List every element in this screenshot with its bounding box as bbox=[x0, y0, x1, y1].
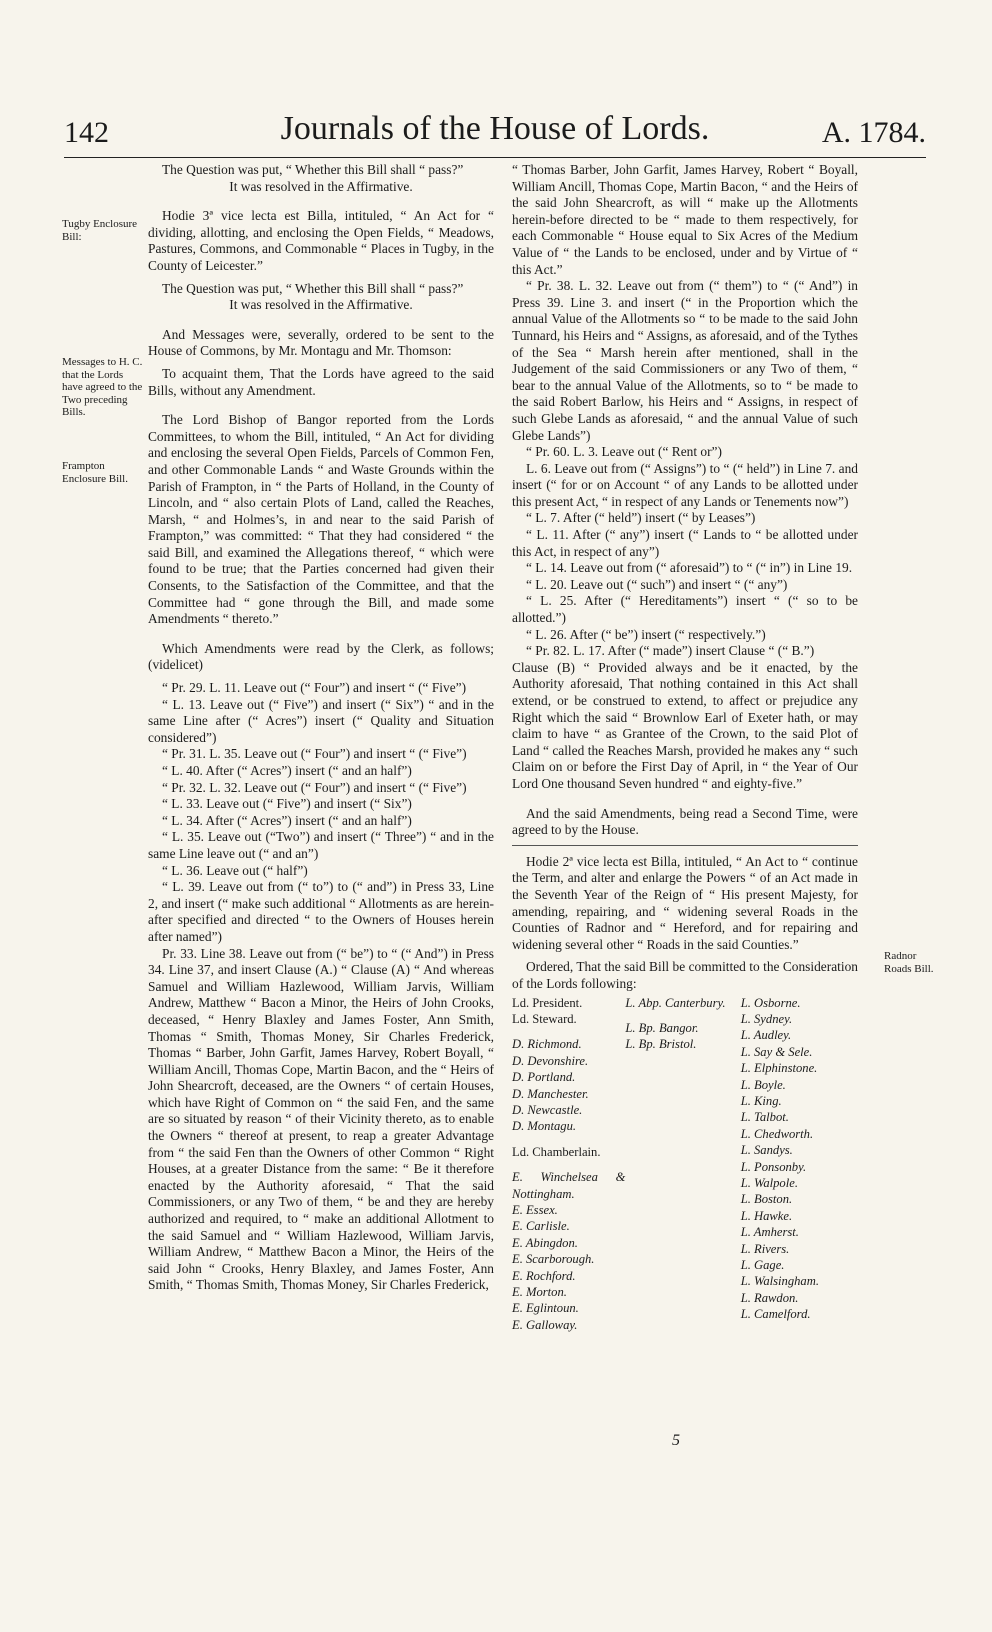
page-year: A. 1784. bbox=[821, 116, 926, 149]
lord-name: L. Boston. bbox=[740, 1192, 793, 1207]
amendment: “ Pr. 32. L. 32. Leave out (“ Four”) and insert “ (“ Five”) bbox=[162, 779, 467, 795]
paragraph: And Messages were, severally, ordered to be sent to the House of Commons, by Mr. Montagu and Mr. Thomson: bbox=[148, 326, 494, 359]
lord-name: L. Walsingham. bbox=[740, 1274, 819, 1289]
amendment: “ L. 40. After (“ Acres”) insert (“ and an half”) bbox=[162, 763, 412, 778]
lord-name: E. Abingdon. bbox=[512, 1235, 578, 1250]
lord-name: L. Sandys. bbox=[740, 1143, 793, 1158]
lord-name: E. Morton. bbox=[512, 1285, 567, 1299]
amendment: “ L. 14. Leave out from (“ aforesaid”) to “ (“ in”) in Line 19. bbox=[526, 560, 853, 576]
amendment: “ L. 25. After (“ Hereditaments”) insert “ (“ so to be allotted.”) bbox=[512, 593, 858, 626]
amendment: “ Pr. 31. L. 35. Leave out (“ Four”) and insert “ (“ Five”) bbox=[162, 746, 467, 762]
lord-name: Ld. President. bbox=[512, 995, 583, 1010]
paragraph: Which Amendments were read by the Clerk, as follows; (videlicet) bbox=[148, 640, 494, 673]
lords-column-3 bbox=[741, 995, 858, 1334]
margin-note-frampton: Frampton Enclosure Bill. bbox=[62, 460, 128, 485]
amendment: “ L. 13. Leave out (“ Five”) and insert (“ Six”) “ and in the same Line after (“ Acres”) insert (“ Quality and Situation considered”) bbox=[148, 696, 494, 745]
lord-name: L. Ponsonby. bbox=[740, 1159, 807, 1174]
page-number: 142 bbox=[64, 116, 109, 149]
lord-name: L. Bp. Bristol. bbox=[625, 1037, 697, 1052]
lord-name: E. Scarborough. bbox=[512, 1252, 595, 1267]
paragraph: And the said Amendments, being read a Second Time, were agreed to by the House. bbox=[512, 805, 858, 838]
amendment: “ L. 36. Leave out (“ half”) bbox=[162, 862, 308, 878]
lord-name: L. Amherst. bbox=[740, 1225, 799, 1240]
lord-name: D. Richmond. bbox=[512, 1037, 582, 1052]
margin-note-messages: Messages to H. C. that the Lords have agreed to the Two preceding Bills. bbox=[62, 356, 143, 419]
lord-name: L. Gage. bbox=[740, 1258, 785, 1272]
paragraph: To acquaint them, That the Lords have agreed to the said Bills, without any Amendment. bbox=[148, 365, 494, 398]
amendment: Pr. 33. Line 38. Leave out from (“ be”) to “ (“ And”) in Press 34. Line 37, and insert Clause (A.) “ Clause (A) “ And whereas Samuel and William Hazlewood, William Jarvis, William Andrew, Matthew “ Bacon a Minor, the Heirs of John Crooks, deceased, “ Henry Blaxley and James Foster, Ann Smith, Thomas “ Smith, Thomas Money, Sir Charles Frederick, Thomas “ Barber, John Garfit, James Harvey, Robert Boyall, “ William Ancill, Thomas Cope, Martin Bacon, and the “ Heirs of John Shearcroft, deceased, are the Owners “ of certain Houses, which have Right of Common on “ the said Fen, and the same are so situated by reason “ of their Vicinity thereto, as to enable the Owners “ thereof at present, to reap a greater Advantage from “ the said Fen than the Owners of other Common “ Right Houses, at a greater Distance from the same: “ Be it therefore enacted by the Authority aforesaid, “ That the said Commissioners, or any Two of them, “ be and they are hereby authorized and required, to “ make an additional Allotment to the said Samuel and “ William Hazlewood, William Jarvis, William Andrew, “ Matthew Bacon a Minor, the Heirs of the said John “ Crooks, Henry Blaxley, and James Foster, Ann Smith, “ Thomas Smith, Thomas Money, Sir Charles Frederick, bbox=[148, 945, 494, 1293]
amendment: “ L. 33. Leave out (“ Five”) and insert (“ Six”) bbox=[162, 796, 412, 812]
lord-name: L. Rawdon. bbox=[740, 1290, 799, 1305]
amendment: “ Pr. 82. L. 17. After (“ made”) insert Clause “ (“ B.”) bbox=[526, 643, 815, 659]
amendment: “ L. 11. After (“ any”) insert (“ Lands to “ be allotted under this Act, in respect of any”) bbox=[512, 527, 858, 559]
lord-name: D. Portland. bbox=[512, 1070, 576, 1085]
lord-name: L. Camelford. bbox=[740, 1307, 811, 1322]
lord-name: L. King. bbox=[740, 1093, 782, 1108]
paragraph: Ordered, That the said Bill be committed to the Consideration of the Lords following: bbox=[512, 959, 858, 991]
lord-name: D. Manchester. bbox=[512, 1086, 589, 1101]
lords-column-1 bbox=[512, 995, 625, 1334]
left-column bbox=[148, 162, 494, 1294]
lord-name: L. Bp. Bangor. bbox=[625, 1020, 699, 1035]
right-column bbox=[512, 162, 858, 1333]
lords-column-2 bbox=[625, 995, 740, 1334]
catchword: 5 bbox=[672, 1432, 680, 1449]
lord-name: L. Elphinstone. bbox=[740, 1061, 818, 1076]
lords-list bbox=[512, 995, 858, 1334]
lord-name: E. Winchelsea & Nottingham. bbox=[512, 1170, 626, 1201]
amendment: “ L. 20. Leave out (“ such”) and insert “ (“ any”) bbox=[526, 576, 788, 592]
lord-name: L. Osborne. bbox=[740, 995, 801, 1010]
header-rule bbox=[64, 157, 926, 158]
amendment: L. 6. Leave out from (“ Assigns”) to “ (“ held”) in Line 7. and insert (“ for or on Account “ of any Lands to be allotted under this present Act, “ in respect of any Lands or Tenements now”) bbox=[512, 460, 858, 509]
lord-name: D. Montagu. bbox=[512, 1119, 577, 1134]
amendment: “ L. 35. Leave out (“Two”) and insert (“ Three”) “ and in the same Line leave out (“ and an”) bbox=[148, 829, 494, 861]
lord-name: L. Audley. bbox=[740, 1028, 792, 1043]
paragraph: Hodie 3ª vice lecta est Billa, intituled, “ An Act for “ dividing, allotting, and enclosing the Open Fields, “ Meadows, Pastures, Commons, and Commonable “ Places in Tugby, in the County of Leicester.” bbox=[148, 208, 494, 273]
amendment: “ L. 34. After (“ Acres”) insert (“ and an half”) bbox=[162, 812, 412, 828]
lord-name: L. Abp. Canterbury. bbox=[625, 995, 726, 1010]
page-header bbox=[64, 104, 926, 154]
lord-name: L. Say & Sele. bbox=[740, 1044, 813, 1059]
lord-name: E. Essex. bbox=[512, 1202, 558, 1217]
lord-name: L. Rivers. bbox=[740, 1241, 790, 1256]
lord-name: Ld. Steward. bbox=[512, 1011, 577, 1026]
margin-note-tugby: Tugby Enclosure Bill: bbox=[62, 218, 138, 243]
lord-name: D. Newcastle. bbox=[512, 1102, 583, 1117]
lord-name: D. Devonshire. bbox=[512, 1053, 589, 1068]
lord-name: Ld. Chamberlain. bbox=[512, 1144, 601, 1159]
paragraph: The Question was put, “ Whether this Bill shall “ pass?” bbox=[162, 280, 464, 296]
amendment: “ Pr. 60. L. 3. Leave out (“ Rent or”) bbox=[526, 444, 722, 460]
paragraph: Hodie 2ª vice lecta est Billa, intituled, “ An Act to “ continue the Term, and alter and enlarge the Powers “ of an Act made in the Seventh Year of the Reign of “ His present Majesty, for amending, repairing, and “ widening several Roads in the Counties of Radnor and “ Hereford, and for repairing and widening several other “ Roads in the said Counties.” bbox=[512, 853, 858, 952]
lord-name: E. Eglintoun. bbox=[512, 1301, 579, 1316]
section-rule bbox=[512, 845, 858, 846]
lord-name: E. Carlisle. bbox=[512, 1219, 570, 1234]
amendment: “ L. 26. After (“ be”) insert (“ respectively.”) bbox=[526, 626, 766, 642]
lord-name: L. Walpole. bbox=[740, 1175, 798, 1190]
page-title: Journals of the House of Lords. bbox=[280, 110, 710, 147]
amendment: “ L. 7. After (“ held”) insert (“ by Leases”) bbox=[526, 510, 756, 526]
lord-name: L. Chedworth. bbox=[740, 1126, 814, 1141]
lord-name: L. Talbot. bbox=[740, 1110, 789, 1125]
lord-name: L. Boyle. bbox=[740, 1077, 786, 1092]
lord-name: E. Galloway. bbox=[512, 1317, 578, 1332]
lord-name: L. Hawke. bbox=[740, 1208, 793, 1223]
paragraph: It was resolved in the Affirmative. bbox=[229, 297, 413, 313]
amendment: “ L. 39. Leave out from (“ to”) to (“ and”) in Press 33, Line 2, and insert (“ make such additional “ Allotments as are herein-after specified and directed “ to the Owners of Houses herein after named”) bbox=[148, 879, 494, 944]
margin-note-radnor: Radnor Roads Bill. bbox=[884, 950, 934, 975]
paragraph: The Lord Bishop of Bangor reported from the Lords Committees, to whom the Bill, intituled, “ An Act for dividing and enclosing the several Open Fields, Parcels of Common Fen, and other Commonable Lands “ and Waste Grounds within the Parish of Frampton, in “ the Parts of Holland, in the County of Lincoln, and “ also certain Plots of Land, called the Reaches, Marsh, “ and Holmes’s, in and near to the said Parish of Frampton,” was committed: “ That they had considered “ the said Bill, and examined the Allegations thereof, “ which were found to be true; that the Parties concerned had given their Consents, to the Satisfaction of the Committee, and that the Committee had “ gone through the Bill, and made some Amendments “ thereto.” bbox=[148, 412, 494, 627]
paragraph: “ Thomas Barber, John Garfit, James Harvey, Robert “ Boyall, William Ancill, Thomas Cope, Martin Bacon, “ and the Heirs of the said John Shearcroft, as will “ make up the Allotments herein-before directed to be “ made to them respectively, for each Commonable “ House equal to Six Acres of the Medium Value of “ the Lands to be enclosed, under and by Virtue of “ this Act.” bbox=[512, 162, 858, 277]
paragraph: The Question was put, “ Whether this Bill shall “ pass?” bbox=[162, 162, 464, 177]
amendment: “ Pr. 38. L. 32. Leave out from (“ them”) to “ (“ And”) in Press 39. Line 3. and insert (“ in the Proportion which the annual Value of the Allotments so “ to be made to the said John Tunnard, his Heirs and “ Assigns, as aforesaid, and of the Tythes of the Sea “ Marsh herein after mentioned, shall in the Judgement of the said Commissioners or any Two of them, “ bear to the annual Value of the Allotments, so to “ be made to the said Robert Barlow, his Heirs and “ Assigns, in respect of such Glebe Lands as aforesaid, “ and the annual Value of such Glebe Lands”) bbox=[512, 278, 858, 443]
lord-name: E. Rochford. bbox=[512, 1268, 576, 1283]
clause-b: Clause (B) “ Provided always and be it enacted, by the Authority aforesaid, That nothing contained in this Act shall extend, or be construed to extend, to affect or prejudice any Right which the said “ Brownlow Earl of Exeter hath, or may claim to have “ as Grantee of the Crown, to the said Plot of Land “ called the Reaches Marsh, provided he makes any “ such Claim on or before the First Day of April, in “ the Year of Our Lord One thousand Seven hundred “ and eighty-five.” bbox=[512, 659, 858, 791]
amendment: “ Pr. 29. L. 11. Leave out (“ Four”) and insert “ (“ Five”) bbox=[162, 680, 467, 696]
paragraph: It was resolved in the Affirmative. bbox=[229, 178, 413, 194]
lord-name: L. Sydney. bbox=[740, 1011, 793, 1026]
